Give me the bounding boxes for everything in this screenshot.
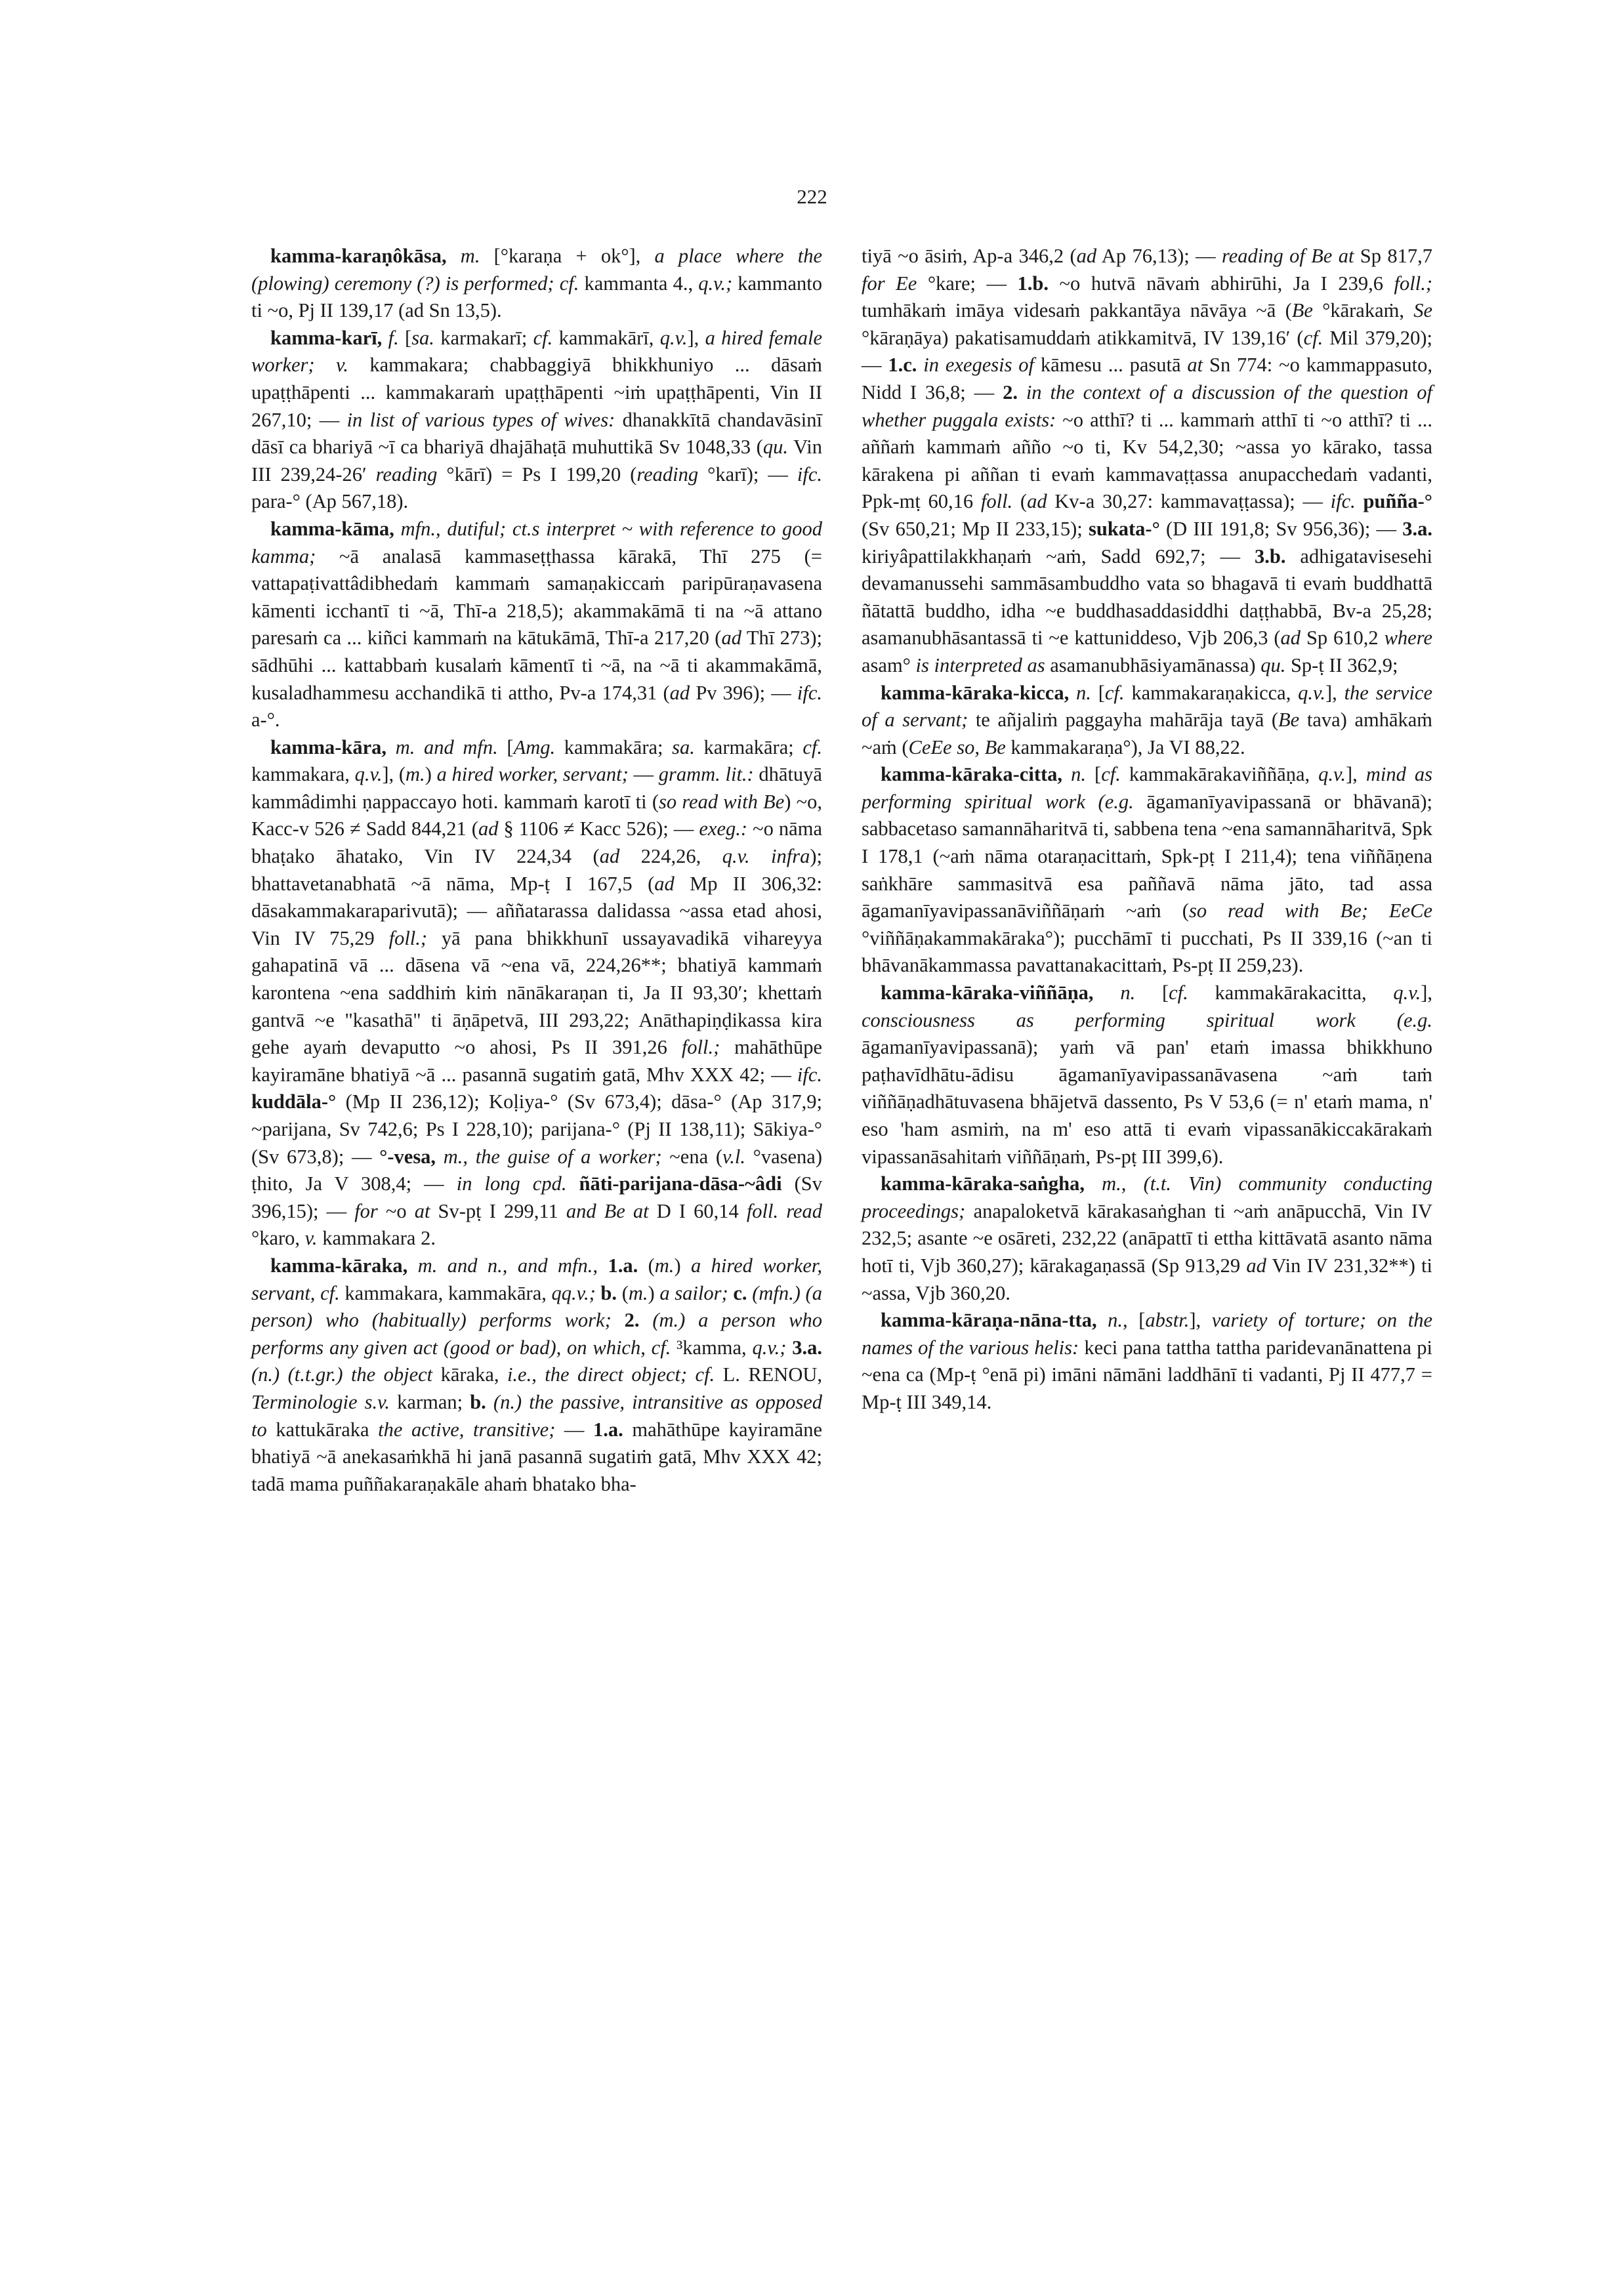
entry-text: q.v. bbox=[354, 763, 383, 786]
entry-text: m. bbox=[406, 763, 425, 786]
entry-text: °kārakaṁ, bbox=[1312, 299, 1414, 322]
entry-text: [ bbox=[497, 735, 514, 758]
entry-text: ifc. bbox=[797, 681, 822, 704]
entry-text: ad bbox=[1027, 490, 1047, 513]
entry-text: keci pana tattha tattha paridevanānattena pi ~ena ca (Mp-ṭ °enā pi) imāni nāmāni laddhānī ti vadanti, Pj II 477,7 = Mp-ṭ III 349,14. bbox=[862, 1336, 1432, 1413]
entry-text: exeg.: bbox=[699, 817, 748, 840]
entry-text: °vasena) ṭhito, Ja V 308,4; — bbox=[251, 1145, 823, 1195]
entry-text: 1.a. bbox=[608, 1254, 638, 1277]
entry-text: 1.a. bbox=[593, 1418, 623, 1441]
entry-text: kammakārakacitta, bbox=[1188, 982, 1394, 1004]
entry-text: abstr. bbox=[1145, 1309, 1190, 1332]
entry-text: ifc. bbox=[1330, 490, 1356, 513]
entry-text: (Sv 396,15); — bbox=[251, 1172, 822, 1222]
entry-headword: kamma-kāraṇa-nāna-tta, bbox=[881, 1309, 1097, 1332]
entry-text bbox=[1062, 763, 1071, 785]
entry-headword: kamma-kāraka-kicca, bbox=[881, 681, 1070, 704]
entry-text: Sp 817,7 bbox=[1354, 245, 1432, 267]
entry-text: (mfn.) (a person) who (habitually) performs work; bbox=[251, 1281, 822, 1332]
dictionary-entry bbox=[251, 1252, 822, 1498]
entry-text: a sailor; bbox=[659, 1281, 728, 1304]
entry-text: Se bbox=[1413, 299, 1432, 322]
entry-text: Kv-a 30,27: kammavaṭṭassa); — bbox=[1047, 490, 1331, 513]
entry-text: [ bbox=[398, 326, 412, 349]
dictionary-entry bbox=[862, 243, 1432, 680]
entry-text bbox=[447, 245, 461, 267]
entry-text: kammakara, kammakāra, bbox=[339, 1281, 552, 1304]
entry-text: Be bbox=[1291, 299, 1313, 322]
entry-text: reading bbox=[375, 463, 438, 486]
entry-text: °viññāṇakammakāraka°); pucchāmī ti pucchati, Ps II 339,16 (~an ti bhāvanākammassa pavattanakacittaṁ, Ps-pṭ II 259,23). bbox=[862, 926, 1432, 977]
entry-text: foll.; bbox=[388, 926, 428, 949]
entry-text: foll. read bbox=[746, 1199, 822, 1222]
dictionary-entry bbox=[251, 734, 822, 1252]
entry-text: kuddāla-° bbox=[251, 1090, 337, 1113]
entry-text: kammanta 4., bbox=[579, 272, 699, 295]
entry-text: variety of torture; on the names of the various helis: bbox=[862, 1309, 1433, 1359]
entry-text: f. bbox=[388, 326, 399, 349]
entry-text: ], bbox=[1421, 982, 1432, 1004]
entry-text: ad bbox=[599, 845, 620, 868]
entry-text bbox=[1018, 381, 1026, 403]
entry-text: °kārī) = Ps I 199,20 ( bbox=[437, 463, 637, 486]
entry-text: Vin III 239,24-26′ bbox=[251, 436, 822, 486]
entry-text: ], ( bbox=[382, 763, 406, 786]
entry-text: — bbox=[555, 1418, 594, 1441]
entry-text: n. bbox=[1108, 1309, 1123, 1332]
entry-text: tava) amhākaṁ ~aṁ ( bbox=[862, 709, 1432, 758]
entry-text: Vin IV 231,32**) ti ~assa, Vjb 360,20. bbox=[862, 1254, 1432, 1304]
entry-text bbox=[1356, 490, 1364, 512]
entry-text bbox=[612, 1309, 625, 1331]
entry-text: ( bbox=[617, 1281, 629, 1304]
entry-text: , [ bbox=[1123, 1309, 1146, 1332]
entry-text: m., the guise of a worker; bbox=[443, 1145, 662, 1168]
entry-text bbox=[407, 1254, 417, 1277]
entry-text: foll.; bbox=[1394, 272, 1432, 295]
entry-headword: kamma-kāra, bbox=[270, 735, 387, 758]
entry-text: kammakārī, bbox=[552, 326, 660, 349]
entry-text bbox=[566, 1172, 579, 1195]
entry-text: sukata-° bbox=[1088, 517, 1160, 540]
entry-text: q.v. bbox=[659, 326, 688, 349]
entry-text: (n.) (t.t.gr.) the object bbox=[251, 1363, 433, 1386]
entry-text: asamanubhāsiyamānassa) bbox=[1045, 653, 1261, 676]
entry-text: (m.) a person who performs any given act (good or bad), on which, cf. bbox=[251, 1309, 822, 1359]
entry-text: anapaloketvā kārakasaṅghan ti ~aṁ anāpucchā, Vin IV 232,5; asante ~e osāreti, 232,22 (anāpattī ti ettha kittāvatā asanto nāma hotī ti, Vjb 360,27); kārakagaṇassā (Sp 913,29 bbox=[862, 1199, 1432, 1277]
dictionary-entry bbox=[251, 516, 822, 734]
dictionary-entry bbox=[251, 325, 822, 516]
entry-text: adhigatavisesehi devamanussehi sammāsambuddho vata so bhagavā ti evaṁ buddhattā ñātattā buddho, idha ~e buddhasaddasiddhi daṭṭhabbā, Bv-a 25,28; asamanubhāsantassā ti ~e kattuniddeso, Vjb 206,3 ( bbox=[862, 545, 1432, 650]
entry-text: where bbox=[1384, 627, 1432, 650]
entry-text: °kāraṇāya) pakatisamuddaṁ atikkamitvā, IV 139,16′ ( bbox=[862, 326, 1304, 349]
entry-text: 2. bbox=[624, 1309, 640, 1332]
entry-text: kammakāra; bbox=[555, 735, 673, 758]
entry-text: ) bbox=[674, 1254, 692, 1277]
entry-text bbox=[786, 1336, 792, 1359]
entry-text: cf. bbox=[533, 326, 553, 349]
entry-text: [°karaṇa + ok°], bbox=[480, 245, 655, 267]
entry-text: Mil 379,20); — bbox=[862, 326, 1432, 377]
entry-text bbox=[436, 1146, 444, 1168]
entry-text: kiriyâpattilakkhaṇaṁ ~aṁ, Sadd 692,7; — bbox=[862, 545, 1255, 568]
entry-text: ], bbox=[1345, 763, 1366, 786]
entry-text: qq.v.; bbox=[551, 1281, 596, 1304]
entry-text: a hired worker, servant; bbox=[436, 763, 629, 786]
entry-text: ~ena ( bbox=[661, 1145, 722, 1168]
entry-text: foll.; bbox=[681, 1036, 720, 1059]
entry-text: 3.b. bbox=[1254, 545, 1286, 568]
entry-text: 1.b. bbox=[1017, 272, 1049, 295]
entry-text: m. bbox=[628, 1281, 648, 1304]
entry-text: in the context of a discussion of the question of whether puggala exists: bbox=[862, 381, 1432, 431]
entry-text: ], bbox=[687, 326, 705, 349]
entry-text: at bbox=[1187, 354, 1203, 377]
entry-text: kattukāraka bbox=[266, 1418, 379, 1441]
entry-text: kammakaraṇa°), Ja VI 88,22. bbox=[1005, 735, 1245, 758]
entry-text: ad bbox=[721, 627, 741, 650]
entry-text bbox=[917, 354, 923, 376]
entry-text: so read with Be bbox=[658, 790, 785, 813]
entry-text: Mp II 306,32: dāsakammakaraparivutā); — aññatarassa dalidassa ~assa etad ahosi, Vin IV 75,29 bbox=[251, 872, 822, 949]
entry-text: mind as performing spiritual work (e.g. bbox=[862, 763, 1432, 813]
entry-headword: kamma-kāraka-citta, bbox=[881, 763, 1063, 786]
entry-text: q.v. bbox=[1318, 763, 1346, 786]
entry-text: L. RENOU, bbox=[715, 1363, 822, 1386]
dictionary-entry bbox=[862, 980, 1432, 1170]
entry-text: i.e., the direct object; cf. bbox=[507, 1363, 715, 1386]
entry-text: kammakara; chabbaggiyā bhikkhuniyo ... dāsaṁ upaṭṭhāpenti ... kammakaraṁ upaṭṭhāpenti ~iṁ upaṭṭhāpenti, Vin II 267,10; — bbox=[251, 354, 823, 431]
entry-text: asam° bbox=[862, 653, 916, 676]
entry-text: (n.) the passive, intransitive as opposed to bbox=[251, 1390, 822, 1441]
entry-text: is interpreted as bbox=[915, 653, 1045, 676]
entry-text: (Mp II 236,12); Koḷiya-° (Sv 673,4); dāsa-° (Ap 317,9; ~parijana, Sv 742,6; Ps I 228,10); parijana-° (Pj II 138,11); Sākiya-° (Sv 673,8); — bbox=[251, 1090, 822, 1168]
entry-text: for bbox=[354, 1199, 378, 1222]
entry-text: karman; bbox=[390, 1390, 470, 1413]
entry-text: ); bhattavetanabhatā ~ā nāma, Mp-ṭ I 167,5 ( bbox=[251, 845, 823, 895]
entry-text: c. bbox=[733, 1281, 747, 1304]
entry-text: °-vesa, bbox=[379, 1145, 436, 1168]
entry-headword: kamma-karaṇôkāsa, bbox=[270, 245, 447, 267]
entry-text bbox=[382, 327, 388, 349]
entry-text: ad bbox=[478, 817, 499, 840]
entry-text: CeEe so, Be bbox=[908, 735, 1006, 758]
entry-text: ³kamma, bbox=[671, 1336, 753, 1359]
entry-text: cf. bbox=[1303, 326, 1323, 349]
dictionary-entry bbox=[251, 243, 822, 325]
entry-text: b. bbox=[470, 1390, 486, 1413]
entry-text: Thī 273); sādhūhi ... kattabbaṁ kusalaṁ kāmentī ti ~ā, na ~ā ti akammakāmā, kusaladhammesu acchandikā ti attho, Pv-a 174,31 ( bbox=[251, 627, 823, 704]
entry-text: q.v.; bbox=[752, 1336, 787, 1359]
entry-text: in list of various types of wives: bbox=[346, 408, 615, 431]
entry-text: gramm. lit.: bbox=[658, 763, 754, 786]
entry-text bbox=[394, 518, 401, 540]
entry-text: ) bbox=[425, 763, 437, 786]
entry-text: kāraka, bbox=[432, 1363, 507, 1386]
entry-headword: kamma-kāraka-viññāṇa, bbox=[881, 982, 1094, 1004]
entry-text: Sp 610,2 bbox=[1301, 627, 1385, 650]
entry-text: — bbox=[628, 763, 659, 786]
entry-text: ~ā analasā kammaseṭṭhassa kārakā, Thī 275 (= vattapaṭivattâdibhedaṁ kammaṁ samaṇakiccaṁ paripūraṇavasena kāmenti icchantī ti ~ā, Thī-a 218,5); akammakāmā ti na ~ā attano paresaṁ ca ... kiñci kammaṁ na kātukāmā, Thī-a 217,20 ( bbox=[251, 545, 822, 650]
entry-text: D I 60,14 bbox=[648, 1199, 747, 1222]
entry-text: ad bbox=[1246, 1254, 1266, 1277]
entry-text bbox=[1085, 1172, 1102, 1195]
entry-text: in long cpd. bbox=[456, 1172, 567, 1195]
dictionary-entry bbox=[862, 761, 1432, 980]
entry-text: the active, transitive; bbox=[378, 1418, 556, 1441]
entry-text: ~o nāma bhaṭako āhatako, Vin IV 224,34 ( bbox=[251, 817, 822, 868]
entry-text: ifc. bbox=[797, 463, 822, 486]
entry-text: ], bbox=[1189, 1309, 1212, 1332]
entry-text: mfn., dutiful; ct.s interpret ~ with reference to good kamma; bbox=[251, 517, 822, 568]
entry-text: puñña-° bbox=[1363, 490, 1432, 513]
entry-text: 2. bbox=[1003, 381, 1018, 403]
entry-text: tumhākaṁ imāya videsaṁ pakkantāya nāvāya ~ā ( bbox=[862, 299, 1292, 322]
entry-text: v. bbox=[304, 1227, 318, 1250]
entry-text: Sp-ṭ II 362,9; bbox=[1285, 653, 1398, 676]
entry-text: ~o bbox=[377, 1199, 415, 1222]
dictionary-entry bbox=[862, 680, 1432, 762]
entry-text: para-° (Ap 567,18). bbox=[251, 490, 409, 513]
entry-text: m. bbox=[654, 1254, 675, 1277]
entry-text: Amg. bbox=[513, 735, 556, 758]
entry-text: cf. bbox=[802, 735, 822, 758]
entry-text: at bbox=[414, 1199, 430, 1222]
entry-text: kammakara, bbox=[251, 763, 355, 786]
left-column bbox=[251, 243, 822, 1498]
entry-text: n. bbox=[1120, 982, 1136, 1004]
entry-text: kāmesu ... pasutā bbox=[1034, 354, 1188, 377]
entry-text: Ap 76,13); — bbox=[1096, 245, 1222, 267]
entry-text: āgamanīyavipassanā or bhāvanā); sabbacetaso samannāharitvā ti, sabbena tena ~ena samannāharitvā, Spk I 178,1 (~aṁ nāma otaraṇacittaṁ, Spk-pṭ I 211,4); tena viññāṇena saṅkhāre sammasitvā esa paññavā nāma jāto, tad assa āgamanīyavipassanāviññāṇaṁ ~aṁ ( bbox=[862, 790, 1432, 922]
entry-text: te añjaliṁ paggayha mahārāja tayā ( bbox=[968, 709, 1279, 732]
entry-text: [ bbox=[1085, 763, 1102, 786]
entry-text: so read with Be; EeCe bbox=[1188, 899, 1432, 922]
page-number: 222 bbox=[797, 185, 827, 208]
entry-text: m. and n., and mfn., bbox=[417, 1254, 598, 1277]
entry-text: ( bbox=[1012, 490, 1028, 513]
entry-text: q.v.; bbox=[698, 272, 733, 295]
entry-text: m., (t.t. Vin) community conducting proceedings; bbox=[862, 1172, 1432, 1222]
entry-text: °karī); — bbox=[698, 463, 797, 486]
entry-text: n. bbox=[1076, 681, 1091, 704]
entry-text: b. bbox=[600, 1281, 617, 1304]
entry-text: foll. bbox=[980, 490, 1013, 513]
entry-text: ñāti-parijana-dāsa-~âdi bbox=[579, 1172, 782, 1195]
entry-text: dhanakkītā chandavāsinī dāsī ca bhariyā ~ī ca bhariyā dhajāhaṭā muhuttikā Sv 1048,33 ( bbox=[251, 408, 822, 459]
entry-text: ad bbox=[1280, 627, 1301, 650]
entry-text: °kare; — bbox=[917, 272, 1018, 295]
entry-text: for Ee bbox=[862, 272, 917, 295]
entry-text: ) bbox=[648, 1281, 660, 1304]
entry-text: m. bbox=[460, 245, 480, 267]
entry-text: Sv-pṭ I 299,11 bbox=[430, 1199, 566, 1222]
entry-text: ad bbox=[654, 872, 675, 895]
entry-text: kammakārakaviññāṇa, bbox=[1120, 763, 1319, 786]
entry-text: m. and mfn. bbox=[395, 735, 498, 758]
entry-text: v.l. bbox=[722, 1145, 745, 1168]
entry-text: § 1106 ≠ Kacc 526); — bbox=[498, 817, 699, 840]
entry-text: sa. bbox=[672, 735, 695, 758]
entry-text: reading bbox=[636, 463, 699, 486]
entry-text: tiyā ~o āsiṁ, Ap-a 346,2 ( bbox=[862, 245, 1077, 267]
entry-text bbox=[1097, 1309, 1108, 1331]
entry-text: (Sv 650,21; Mp II 233,15); bbox=[862, 517, 1089, 540]
entry-text: ], bbox=[1325, 681, 1344, 704]
entry-text: 3.a. bbox=[1402, 517, 1432, 540]
entry-text: karmakarī; bbox=[434, 326, 533, 349]
entry-text bbox=[1069, 682, 1076, 704]
entry-text: [ bbox=[1135, 982, 1169, 1004]
entry-text: a hired female worker; v. bbox=[251, 326, 822, 377]
entry-text: ) ~o, Kacc-v 526 ≠ Sadd 844,21 ( bbox=[251, 790, 822, 840]
entry-text bbox=[598, 1254, 608, 1277]
entry-text: qu. bbox=[762, 436, 788, 459]
entry-text: a hired worker, servant, cf. bbox=[251, 1254, 822, 1304]
entry-text: ifc. bbox=[797, 1063, 822, 1086]
entry-text: Terminologie s.v. bbox=[251, 1390, 390, 1413]
entry-text: n. bbox=[1071, 763, 1086, 786]
entry-text: a place where the (plowing) ceremony (?) is performed; cf. bbox=[251, 245, 822, 295]
entry-text: kammakara 2. bbox=[317, 1227, 436, 1250]
entry-text: [ bbox=[1091, 681, 1105, 704]
entry-text: āgamanīyavipassanā); yaṁ vā pan' etaṁ imassa bhikkhuno paṭhavīdhātu-ādisu āgamanīyavipassanāvasena ~aṁ taṁ viññāṇadhātuvasena bhājetvā dassento, Ps V 53,6 (= n' etaṁ mama, n' eso 'ham asmiṁ, na m' eso attā ti evaṁ vipassanākiccakārakaṁ vipassanāsahitaṁ viññāṇaṁ, Ps-pṭ III 399,6). bbox=[862, 1036, 1432, 1168]
entry-text bbox=[1094, 982, 1121, 1004]
entry-text: qu. bbox=[1260, 653, 1286, 676]
entry-headword: kamma-karī, bbox=[270, 326, 383, 349]
entry-text bbox=[386, 736, 396, 758]
entry-headword: kamma-kāraka, bbox=[270, 1254, 408, 1277]
entry-headword: kamma-kāma, bbox=[270, 517, 394, 540]
dictionary-entry bbox=[862, 1307, 1432, 1416]
entry-text: cf. bbox=[1101, 763, 1121, 786]
entry-text bbox=[486, 1391, 493, 1413]
entry-text: 224,26, bbox=[619, 845, 722, 868]
entry-text: ad bbox=[1076, 245, 1097, 267]
entry-text: ad bbox=[669, 681, 690, 704]
entry-text: sa. bbox=[411, 326, 434, 349]
entry-text: q.v. bbox=[1393, 982, 1421, 1004]
dictionary-entry bbox=[862, 1170, 1432, 1307]
entry-text: reading of Be at bbox=[1221, 245, 1354, 267]
entry-text: cf. bbox=[1169, 982, 1188, 1004]
entry-text: in exegesis of bbox=[923, 354, 1035, 377]
entry-text: Be bbox=[1278, 709, 1300, 732]
entry-headword: kamma-kāraka-saṅgha, bbox=[881, 1172, 1085, 1195]
entry-text: consciousness as performing spiritual work (e.g. bbox=[862, 1008, 1432, 1031]
entry-text: 1.c. bbox=[888, 354, 917, 377]
entry-text: mahāthūpe kayiramāne bhatiyā ~ā anekasaṁkhā hi janā pasannā sugatiṁ gatā, Mhv XXX 42; tadā mama puññakaraṇakāle ahaṁ bhatako bha- bbox=[251, 1418, 822, 1495]
entry-text: kammanto ti ~o, Pj II 139,17 (ad Sn 13,5). bbox=[251, 272, 822, 322]
entry-text: a-°. bbox=[251, 709, 280, 732]
entry-text: dhātuyā kammâdimhi ṇappaccayo hoti. kammaṁ karotī ti ( bbox=[251, 763, 822, 813]
entry-text: the service of a servant; bbox=[862, 681, 1433, 732]
entry-text: karmakāra; bbox=[694, 735, 803, 758]
right-column bbox=[862, 243, 1432, 1416]
entry-text: q.v. infra bbox=[722, 845, 810, 868]
entry-text: Pv 396); — bbox=[690, 681, 797, 704]
entry-text: (D III 191,8; Sv 956,36); — bbox=[1159, 517, 1403, 540]
entry-text: Sn 774: ~o kammappasuto, Nidd I 36,8; — bbox=[862, 354, 1433, 403]
entry-text: ~o hutvā nāvaṁ abhirūhi, Ja I 239,6 bbox=[1049, 272, 1394, 295]
entry-text: yā pana bhikkhunī ussayavadikā vihareyya gahapatinā vā ... dāsena vā ~ena vā, 224,26**; bhatiyā kammaṁ karontena ~ena saddhiṁ kiṁ nānākaraṇan ti, Ja II 93,30′; khettaṁ gantvā ~e "kasathā" ti āṇāpetvā, III 293,22; Anāthapiṇḍikassa kira gehe ayaṁ devaputto ~o ahosi, Ps II 391,26 bbox=[251, 926, 822, 1059]
entry-text: 3.a. bbox=[792, 1336, 823, 1359]
entry-text: mahāthūpe kayiramāne bhatiyā ~ā ... pasannā sugatiṁ gatā, Mhv XXX 42; — bbox=[251, 1036, 822, 1086]
entry-text: q.v. bbox=[1298, 681, 1325, 704]
entry-text: °karo, bbox=[251, 1227, 305, 1250]
entry-text: and Be at bbox=[566, 1199, 649, 1222]
entry-text: ( bbox=[638, 1254, 655, 1277]
entry-text: kammakaraṇakicca, bbox=[1124, 681, 1299, 704]
entry-text: ~o atthī? ti ... kammaṁ atthī ti ~o atthī? ti ... aññaṁ kammaṁ añño ~o ti, Kv 54,2,30; ~assa yo kārako, tassa kārakena pi aññan ti evaṁ kammavaṭṭassa anupacchedaṁ vadanti, Ppk-mṭ 60,16 bbox=[862, 408, 1433, 513]
entry-text bbox=[639, 1309, 652, 1331]
entry-text: cf. bbox=[1104, 681, 1125, 704]
